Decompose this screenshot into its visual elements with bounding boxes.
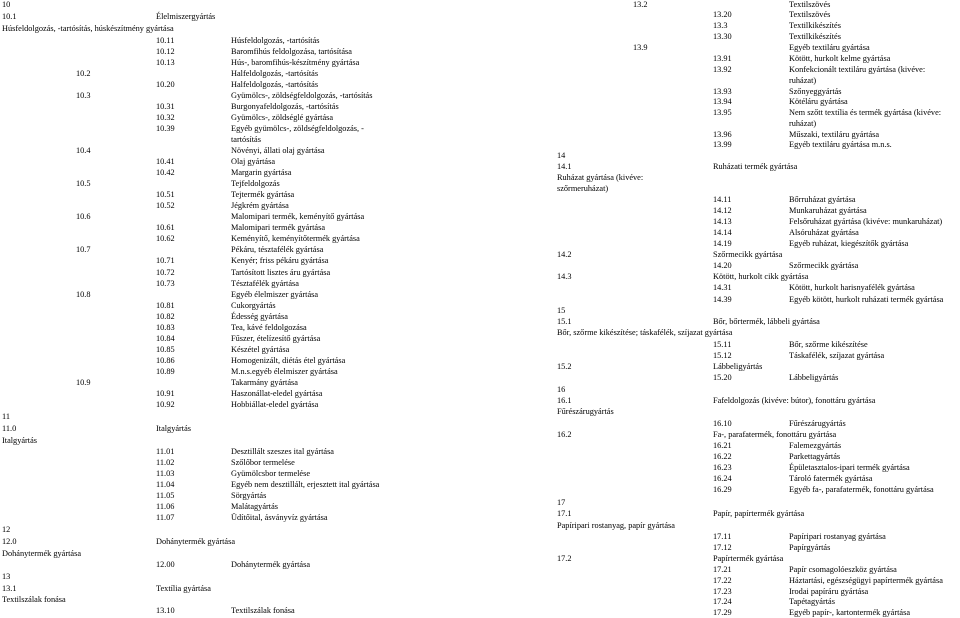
right-row-16-c1: Ruházat gyártása (kivéve: [557,173,644,182]
right-row-25-c3: Kötött, hurkolt cikk gyártása [713,272,809,281]
right-row-51-c3: Papír csomagolóeszköz gyártása [789,565,897,574]
right-row-8-c2: 13.93 [713,87,732,96]
right-row-40-c2: 16.21 [713,441,732,450]
left-row-7-c3: 10.20 [156,80,175,89]
left-row-32-c3: 10.86 [156,356,175,365]
left-row-25-c4: Tésztafélék gyártása [231,279,299,288]
left-row-54-c3: 13.10 [156,606,175,615]
left-row-33-c3: 10.89 [156,367,175,376]
left-row-40-c4: Desztillált szeszes ital gyártása [231,447,334,456]
left-row-22-c4: Pékáru, tésztafélék gyártása [231,245,324,254]
left-row-34-c4: Takarmány gyártása [231,378,298,387]
left-row-36-c3: 10.92 [156,400,175,409]
right-row-46-c1: 17.1 [557,509,572,518]
left-row-52-c3: Textília gyártása [156,584,211,593]
right-row-32-c3: Táskafélék, szíjazat gyártása [789,351,885,360]
left-row-17-c4: Tejtermék gyártása [231,190,295,199]
left-row-28-c3: 10.82 [156,312,175,321]
left-row-19-c4: Malomipari termék, keményítő gyártása [231,212,365,221]
left-row-4-c3: 10.12 [156,47,175,56]
left-row-15-c4: Margarin gyártása [231,168,292,177]
left-row-51-c1: 13 [2,572,11,581]
left-row-10-c3: 10.32 [156,113,175,122]
right-row-6-c3: Konfekcionált textiláru gyártása (kivéve: [789,65,926,74]
left-row-16-c4: Tejfeldolgozás [231,179,280,188]
left-row-14-c4: Olaj gyártása [231,157,276,166]
left-row-13-c4: Növényi, állati olaj gyártása [231,146,325,155]
right-row-41-c2: 16.22 [713,452,732,461]
right-row-10-c2: 13.95 [713,108,732,117]
left-row-15-c3: 10.42 [156,168,175,177]
left-row-45-c3: 11.06 [156,502,175,511]
left-row-37-c1: 11 [2,412,10,421]
left-row-30-c4: Fűszer, ételízesítő gyártása [231,334,321,343]
right-row-19-c2: 14.12 [713,206,732,215]
left-row-17-c3: 10.51 [156,190,175,199]
left-row-10-c4: Gyümölcs-, zöldséglé gyártása [231,113,334,122]
left-row-23-c3: 10.71 [156,256,175,265]
left-row-29-c3: 10.83 [156,323,175,332]
left-row-39-c1: Italgyártás [2,436,38,445]
right-row-3-c2: 13.30 [713,32,732,41]
right-row-49-c3: Papírgyártás [789,543,831,552]
left-row-48-c3: Dohánytermék gyártása [156,537,236,546]
left-row-3-c4: Húsfeldolgozás, -tartósítás [231,36,320,45]
right-row-50-c1: 17.2 [557,554,572,563]
left-row-33-c4: M.n.s.egyéb élelmiszer gyártása [231,367,338,376]
right-row-32-c2: 15.12 [713,351,732,360]
left-row-27-c3: 10.81 [156,301,175,310]
right-row-43-c2: 16.24 [713,474,732,483]
right-row-19-c3: Munkaruházat gyártása [789,206,867,215]
right-row-39-c3: Fa-, parafatermék, fonottáru gyártása [713,430,837,439]
left-row-35-c3: 10.91 [156,389,175,398]
right-row-1-c3: Textilszövés [789,10,831,19]
left-row-21-c4: Keményítő, keményítőtermék gyártása [231,234,360,243]
left-row-46-c3: 11.07 [156,513,175,522]
right-row-42-c3: Épületasztalos-ipari termék gyártása [789,463,910,472]
left-row-1-c1: 10.1 [2,12,17,21]
right-row-2-c3: Textilkikészítés [789,21,841,30]
right-row-4-c1: 13.9 [633,43,648,52]
right-row-27-c2: 14.39 [713,295,732,304]
right-row-52-c2: 17.22 [713,576,732,585]
right-row-44-c3: Egyéb fa-, parafatermék, fonottáru gyártása [789,485,934,494]
right-row-7-c3: ruházat) [789,76,817,85]
right-row-23-c3: Szőrmecikk gyártása [713,250,783,259]
left-row-32-c4: Homogenizált, diétás étel gyártása [231,356,346,365]
right-row-26-c3: Kötött, hurkolt harisnyafélék gyártása [789,283,915,292]
right-row-12-c2: 13.96 [713,130,732,139]
right-row-41-c3: Parkettagyártás [789,452,841,461]
left-row-14-c3: 10.41 [156,157,175,166]
right-row-18-c3: Bőrruházat gyártása [789,195,856,204]
left-row-21-c3: 10.62 [156,234,175,243]
left-row-1-c3: Élelmiszergyártás [156,12,216,21]
right-row-48-c3: Papíripari rostanyag gyártása [789,532,886,541]
right-row-29-c3: Bőr, bőrtermék, lábbeli gyártása [713,317,820,326]
right-row-38-c3: Fűrészárugyártás [789,419,846,428]
right-row-22-c2: 14.19 [713,239,732,248]
left-row-26-c4: Egyéb élelmiszer gyártása [231,290,319,299]
right-row-4-c3: Egyéb textiláru gyártása [789,43,870,52]
left-row-30-c3: 10.84 [156,334,175,343]
left-row-20-c3: 10.61 [156,223,175,232]
left-row-12-c4: tartósítás [231,135,261,144]
left-row-42-c4: Gyümölcsbor termelése [231,469,311,478]
right-row-35-c1: 16 [557,385,566,394]
left-row-11-c3: 10.39 [156,124,175,133]
right-row-49-c2: 17.12 [713,543,732,552]
left-row-44-c4: Sörgyártás [231,491,267,500]
right-row-18-c2: 14.11 [713,195,732,204]
right-row-9-c3: Kötéláru gyártása [789,97,848,106]
right-row-15-c3: Ruházati termék gyártása [713,162,798,171]
left-row-9-c3: 10.31 [156,102,175,111]
right-row-24-c3: Szőrmecikk gyártása [789,261,859,270]
left-row-3-c3: 10.11 [156,36,175,45]
right-row-45-c1: 17 [557,498,566,507]
left-row-47-c1: 12 [2,525,11,534]
left-row-5-c4: Hús-, baromfihús-készítmény gyártása [231,58,360,67]
right-row-30-c1: Bőr, szőrme kikészítése; táskafélék, szíjazat gyártása [557,328,733,337]
left-row-42-c3: 11.03 [156,469,175,478]
right-row-42-c2: 16.23 [713,463,732,472]
right-row-2-c2: 13.3 [713,21,728,30]
left-row-38-c1: 11.0 [2,424,17,433]
left-row-38-c3: Italgyártás [156,424,192,433]
right-row-26-c2: 14.31 [713,283,732,292]
left-row-5-c3: 10.13 [156,58,175,67]
right-row-54-c2: 17.24 [713,597,732,606]
right-row-28-c1: 15 [557,306,566,315]
left-row-23-c4: Kenyér; friss pékáru gyártása [231,256,329,265]
right-row-5-c2: 13.91 [713,54,732,63]
right-row-9-c2: 13.94 [713,97,732,106]
right-row-6-c2: 13.92 [713,65,732,74]
right-row-21-c3: Alsóruházat gyártása [789,228,859,237]
right-row-52-c3: Háztartási, egészségügyi papírtermék gyártása [789,576,943,585]
right-row-53-c2: 17.23 [713,587,732,596]
right-row-20-c3: Felsőruházat gyártása (kivéve: munkaruházat) [789,217,943,226]
right-row-38-c2: 16.10 [713,419,732,428]
right-row-3-c3: Textilkikészítés [789,32,841,41]
left-row-36-c4: Hobbiállat-eledel gyártása [231,400,319,409]
right-row-29-c1: 15.1 [557,317,572,326]
right-row-21-c2: 14.14 [713,228,732,237]
right-row-50-c3: Papírtermék gyártása [713,554,784,563]
left-row-41-c3: 11.02 [156,458,175,467]
right-row-10-c3: Nem szőtt textília és termék gyártása (kivéve: [789,108,942,117]
left-row-24-c3: 10.72 [156,268,175,277]
right-row-13-c3: Egyéb textiláru gyártása m.n.s. [789,140,892,149]
right-row-8-c3: Szőnyeggyártás [789,87,842,96]
right-row-12-c3: Műszaki, textiláru gyártása [789,130,880,139]
right-row-54-c3: Tapétagyártás [789,597,835,606]
left-row-7-c4: Halfeldolgozás, -tartósítás [231,80,319,89]
left-row-11-c4: Egyéb gyümölcs-, zöldségfeldolgozás, - [231,124,364,133]
left-row-27-c4: Cukorgyártás [231,301,276,310]
right-row-31-c2: 15.11 [713,340,732,349]
right-row-22-c3: Egyéb ruházat, kiegészítők gyártása [789,239,909,248]
left-row-50-c4: Dohánytermék gyártása [231,560,311,569]
left-row-16-c2: 10.5 [76,179,91,188]
right-row-46-c3: Papír, papírtermék gyártása [713,509,805,518]
right-row-20-c2: 14.13 [713,217,732,226]
right-row-53-c3: Irodai papíráru gyártása [789,587,869,596]
left-row-48-c1: 12.0 [2,537,17,546]
left-row-50-c3: 12.00 [156,560,175,569]
right-row-40-c3: Falemezgyártás [789,441,842,450]
left-row-43-c4: Egyéb nem desztillált, erjesztett ital gyártása [231,480,380,489]
right-row-0-c1: 13.2 [633,0,648,9]
left-row-22-c2: 10.7 [76,245,91,254]
right-row-43-c3: Tároló fatermék gyártása [789,474,873,483]
right-row-25-c1: 14.3 [557,272,572,281]
right-row-44-c2: 16.29 [713,485,732,494]
right-row-24-c2: 14.20 [713,261,732,270]
left-row-35-c4: Haszonállat-eledel gyártása [231,389,323,398]
left-row-53-c1: Textilszálak fonása [2,595,66,604]
right-row-36-c3: Fafeldolgozás (kivéve: bútor), fonottáru gyártása [713,396,876,405]
right-row-27-c3: Egyéb kötött, hurkolt ruházati termék gyártása [789,295,944,304]
right-row-31-c3: Bőr, szőrme kikészítése [789,340,868,349]
left-row-31-c3: 10.85 [156,345,175,354]
left-row-8-c4: Gyümölcs-, zöldségfeldolgozás, -tartósítás [231,91,373,100]
left-row-31-c4: Készétel gyártása [231,345,290,354]
right-row-55-c2: 17.29 [713,608,732,617]
left-row-24-c4: Tartósított lisztes áru gyártása [231,268,331,277]
left-row-52-c1: 13.1 [2,584,17,593]
left-row-13-c2: 10.4 [76,146,91,155]
right-row-15-c1: 14.1 [557,162,572,171]
right-row-39-c1: 16.2 [557,430,572,439]
left-row-44-c3: 11.05 [156,491,175,500]
right-row-1-c2: 13.20 [713,10,732,19]
right-row-33-c3: Lábbeligyártás [713,362,763,371]
right-row-55-c3: Egyéb papír-, kartontermék gyártása [789,608,911,617]
left-row-4-c4: Baromfihús feldolgozása, tartósítása [231,47,352,56]
left-row-46-c4: Üdítőital, ásványvíz gyártása [231,513,328,522]
left-row-6-c4: Halfeldolgozás, -tartósítás [231,69,319,78]
right-row-47-c1: Papíripari rostanyag, papír gyártása [557,521,675,530]
right-row-11-c3: ruházat) [789,119,817,128]
left-row-18-c4: Jégkrém gyártása [231,201,289,210]
left-row-26-c2: 10.8 [76,290,91,299]
left-row-19-c2: 10.6 [76,212,91,221]
right-row-34-c2: 15.20 [713,373,732,382]
left-row-54-c4: Textilszálak fonása [231,606,295,615]
left-row-8-c2: 10.3 [76,91,91,100]
left-row-18-c3: 10.52 [156,201,175,210]
left-row-28-c4: Édesség gyártása [231,312,288,321]
left-row-20-c4: Malomipari termék gyártása [231,223,325,232]
left-row-45-c4: Malátagyártás [231,502,278,511]
left-row-40-c3: 11.01 [156,447,175,456]
left-row-49-c1: Dohánytermék gyártása [2,549,82,558]
right-row-37-c1: Fűrészárugyártás [557,407,614,416]
right-row-23-c1: 14.2 [557,250,572,259]
right-row-33-c1: 15.2 [557,362,572,371]
left-row-41-c4: Szőlőbor termelése [231,458,295,467]
right-row-48-c2: 17.11 [713,532,732,541]
right-row-17-c1: szőrmeruházat) [557,184,609,193]
right-row-51-c2: 17.21 [713,565,732,574]
right-row-34-c3: Lábbeligyártás [789,373,839,382]
right-row-13-c2: 13.99 [713,140,732,149]
left-row-34-c2: 10.9 [76,378,91,387]
right-row-36-c1: 16.1 [557,396,572,405]
left-row-43-c3: 11.04 [156,480,175,489]
left-row-2-c1: Húsfeldolgozás, -tartósítás, húskészítmény gyártása [2,24,174,33]
right-row-0-c3: Textilszövés [789,0,831,9]
left-row-6-c2: 10.2 [76,69,91,78]
right-row-14-c1: 14 [557,151,566,160]
left-row-29-c4: Tea, kávé feldolgozása [231,323,307,332]
left-row-0-c1: 10 [2,0,11,9]
right-row-5-c3: Kötött, hurkolt kelme gyártása [789,54,891,63]
left-row-9-c4: Burgonyafeldolgozás, -tartósítás [231,102,339,111]
left-row-25-c3: 10.73 [156,279,175,288]
